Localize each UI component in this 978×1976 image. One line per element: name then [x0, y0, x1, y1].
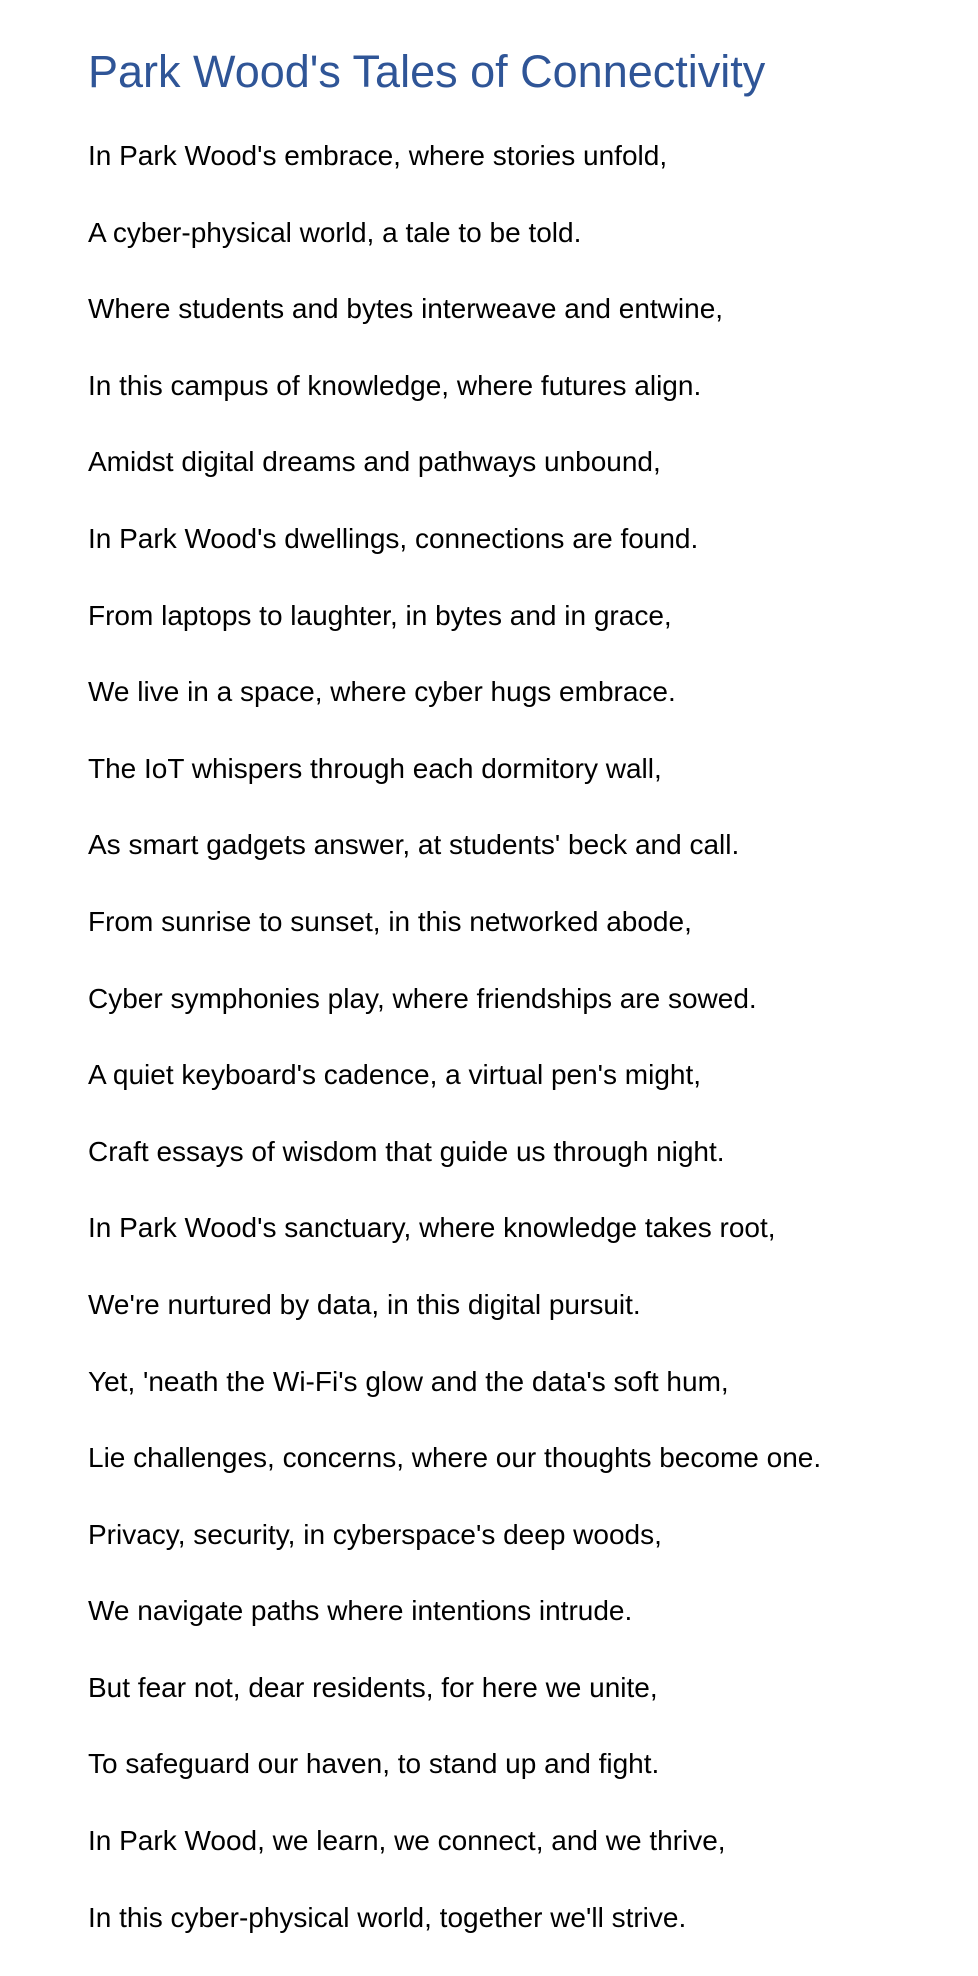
poem-line: Privacy, security, in cyberspace's deep woods, — [88, 1518, 662, 1550]
poem-line: From sunrise to sunset, in this networked abode, — [88, 905, 692, 937]
poem-line: In this campus of knowledge, where futures align. — [88, 369, 702, 401]
poem-line: In Park Wood, we learn, we connect, and we thrive, — [88, 1825, 726, 1857]
poem-line: In Park Wood's sanctuary, where knowledge takes root, — [88, 1212, 776, 1244]
poem-line: But fear not, dear residents, for here we unite, — [88, 1671, 658, 1703]
poem-line: To safeguard our haven, to stand up and fight. — [88, 1748, 660, 1780]
poem-line: We live in a space, where cyber hugs embrace. — [88, 676, 676, 708]
poem-line: We're nurtured by data, in this digital pursuit. — [88, 1288, 641, 1320]
poem-line: Cyber symphonies play, where friendships are sowed. — [88, 982, 757, 1014]
poem-body — [88, 138, 821, 1976]
poem-line: In Park Wood's dwellings, connections are found. — [88, 522, 699, 554]
poem-line: A quiet keyboard's cadence, a virtual pen's might, — [88, 1059, 702, 1091]
poem-line: Where students and bytes interweave and entwine, — [88, 293, 724, 325]
page-title: Park Wood's Tales of Connectivity — [88, 46, 766, 97]
poem-line: A cyber-physical world, a tale to be told. — [88, 216, 582, 248]
poem-line: We navigate paths where intentions intrude. — [88, 1595, 633, 1627]
poem-line: Lie challenges, concerns, where our thoughts become one. — [88, 1442, 822, 1474]
poem-line: As smart gadgets answer, at students' beck and call. — [88, 829, 740, 861]
poem-line: In Park Wood's embrace, where stories unfold, — [88, 140, 668, 171]
poem-line: In this cyber-physical world, together we'll strive. — [88, 1901, 687, 1933]
poem-line: The IoT whispers through each dormitory wall, — [88, 752, 662, 784]
poem-line: Craft essays of wisdom that guide us through night. — [88, 1135, 725, 1167]
poem-line: From laptops to laughter, in bytes and in grace, — [88, 599, 672, 631]
poem-line: Yet, 'neath the Wi-Fi's glow and the data's soft hum, — [88, 1365, 729, 1397]
poem-line: Amidst digital dreams and pathways unbound, — [88, 446, 661, 478]
